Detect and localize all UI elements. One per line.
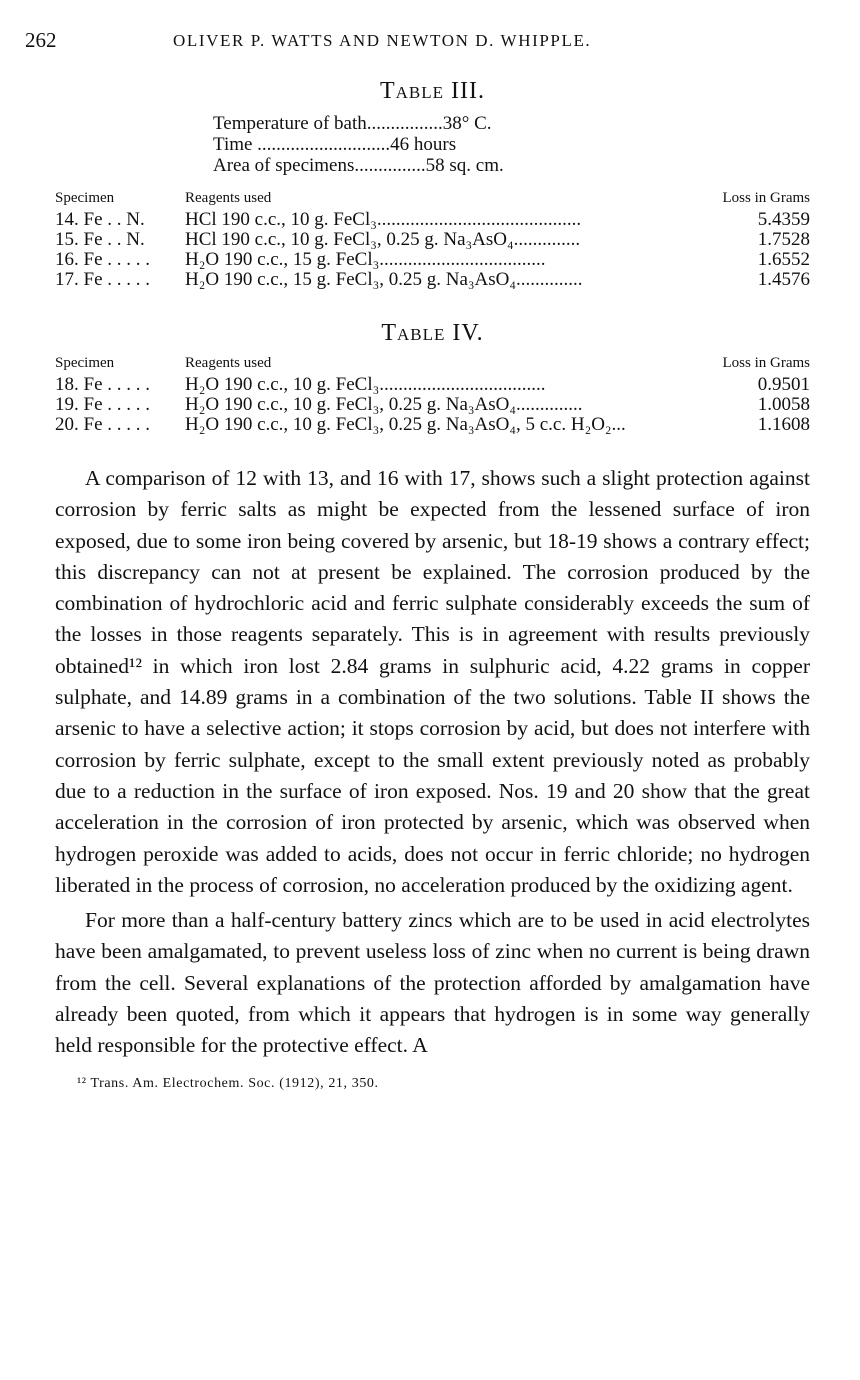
table-row (55, 375, 810, 395)
page-number: 262 (25, 28, 57, 52)
paragraph: A comparison of 12 with 13, and 16 with 17, shows such a slight protection against corrosion by ferric salts as might be expected from the lessened surface of iron exposed, due to some iron being covered by arsenic, but 18-19 shows a contrary effect; this discrepancy can not at present be explained. The corrosion produced by the combination of hydrochloric acid and ferric sulphate considerably exceeds the sum of the losses in those reagents separately. This is in agreement with results previously obtained¹² in which iron lost 2.84 grams in sulphuric acid, 4.22 grams in copper sulphate, and 14.89 grams in a combination of the two solutions. Table II shows the arsenic to have a selective action; it stops corrosion by acid, but does not interfere with corrosion by ferric sulphate, except to the small extent previously noted as probably due to a reduction in the surface of iron exposed. Nos. 19 and 20 show that the great acceleration in the corrosion of iron protected by arsenic, which was observed when hydrogen peroxide was added to acids, does not occur in ferric chloride; no hydrogen liberated in the process of corrosion, no acceleration produced by the oxidizing agent. (55, 466, 810, 897)
row-loss: 1.4576 (757, 269, 810, 290)
table3-conditions (213, 113, 810, 176)
table-row (55, 230, 810, 250)
row-reagents: H₂O 190 c.c., 10 g. FeCl₃, 0.25 g. Na₃AsO₄.............. (185, 394, 583, 415)
column-header-loss: Loss in Grams (722, 190, 810, 206)
table4-body (55, 375, 810, 435)
row-loss: 1.0058 (757, 394, 810, 415)
table-row (55, 210, 810, 230)
table-row (55, 395, 810, 415)
row-specimen: 19. Fe . . . . . (55, 394, 150, 415)
row-specimen: 14. Fe . . N. (55, 209, 145, 230)
footnote: ¹² Trans. Am. Electrochem. Soc. (1912), 21, 350. (77, 1075, 379, 1091)
row-reagents: H₂O 190 c.c., 10 g. FeCl₃, 0.25 g. Na₃AsO₄, 5 c.c. H₂O₂... (185, 414, 626, 435)
row-loss: 5.4359 (757, 209, 810, 230)
row-reagents: H₂O 190 c.c., 15 g. FeCl₃................................... (185, 249, 546, 270)
table-row (55, 415, 810, 435)
table3-header-row (55, 190, 810, 210)
condition-time: Time ............................46 hours (213, 134, 457, 155)
column-header-reagents: Reagents used (185, 190, 272, 206)
page-header (25, 24, 810, 58)
table3-body (55, 210, 810, 290)
paragraph: For more than a half-century battery zincs which are to be used in acid electrolytes have been amalgamated, to prevent useless loss of zinc when no current is being drawn from the cell. Several explanations of the protection afforded by amalgamation have already been quoted, from which it appears that hydrogen is in some way generally held responsible for the protective effect. A (55, 908, 810, 1058)
row-reagents: HCl 190 c.c., 10 g. FeCl₃, 0.25 g. Na₃AsO₄.............. (185, 229, 581, 250)
table4-title: Table IV. (381, 320, 484, 346)
row-loss: 1.6552 (757, 249, 810, 270)
row-specimen: 17. Fe . . . . . (55, 269, 150, 290)
row-reagents: H₂O 190 c.c., 15 g. FeCl₃, 0.25 g. Na₃AsO₄.............. (185, 269, 583, 290)
column-header-specimen: Specimen (55, 355, 115, 371)
table-row (55, 270, 810, 290)
table3-title: Table III. (379, 78, 486, 104)
row-reagents: H₂O 190 c.c., 10 g. FeCl₃................................... (185, 374, 546, 395)
column-header-reagents: Reagents used (185, 355, 272, 371)
condition-temperature: Temperature of bath................38° C. (213, 113, 492, 134)
row-reagents: HCl 190 c.c., 10 g. FeCl₃........................................... (185, 209, 582, 230)
column-header-loss: Loss in Grams (722, 355, 810, 371)
condition-area: Area of specimens...............58 sq. cm. (213, 155, 504, 176)
row-specimen: 18. Fe . . . . . (55, 374, 150, 395)
column-header-specimen: Specimen (55, 190, 115, 206)
running-title: OLIVER P. WATTS AND NEWTON D. WHIPPLE. (173, 31, 592, 50)
row-specimen: 15. Fe . . N. (55, 229, 145, 250)
row-loss: 1.7528 (757, 229, 810, 250)
body-text (55, 463, 810, 1062)
table4-header-row (55, 355, 810, 375)
table-row (55, 250, 810, 270)
row-loss: 1.1608 (757, 414, 810, 435)
page (25, 24, 810, 1092)
row-loss: 0.9501 (757, 374, 810, 395)
row-specimen: 20. Fe . . . . . (55, 414, 150, 435)
row-specimen: 16. Fe . . . . . (55, 249, 150, 270)
